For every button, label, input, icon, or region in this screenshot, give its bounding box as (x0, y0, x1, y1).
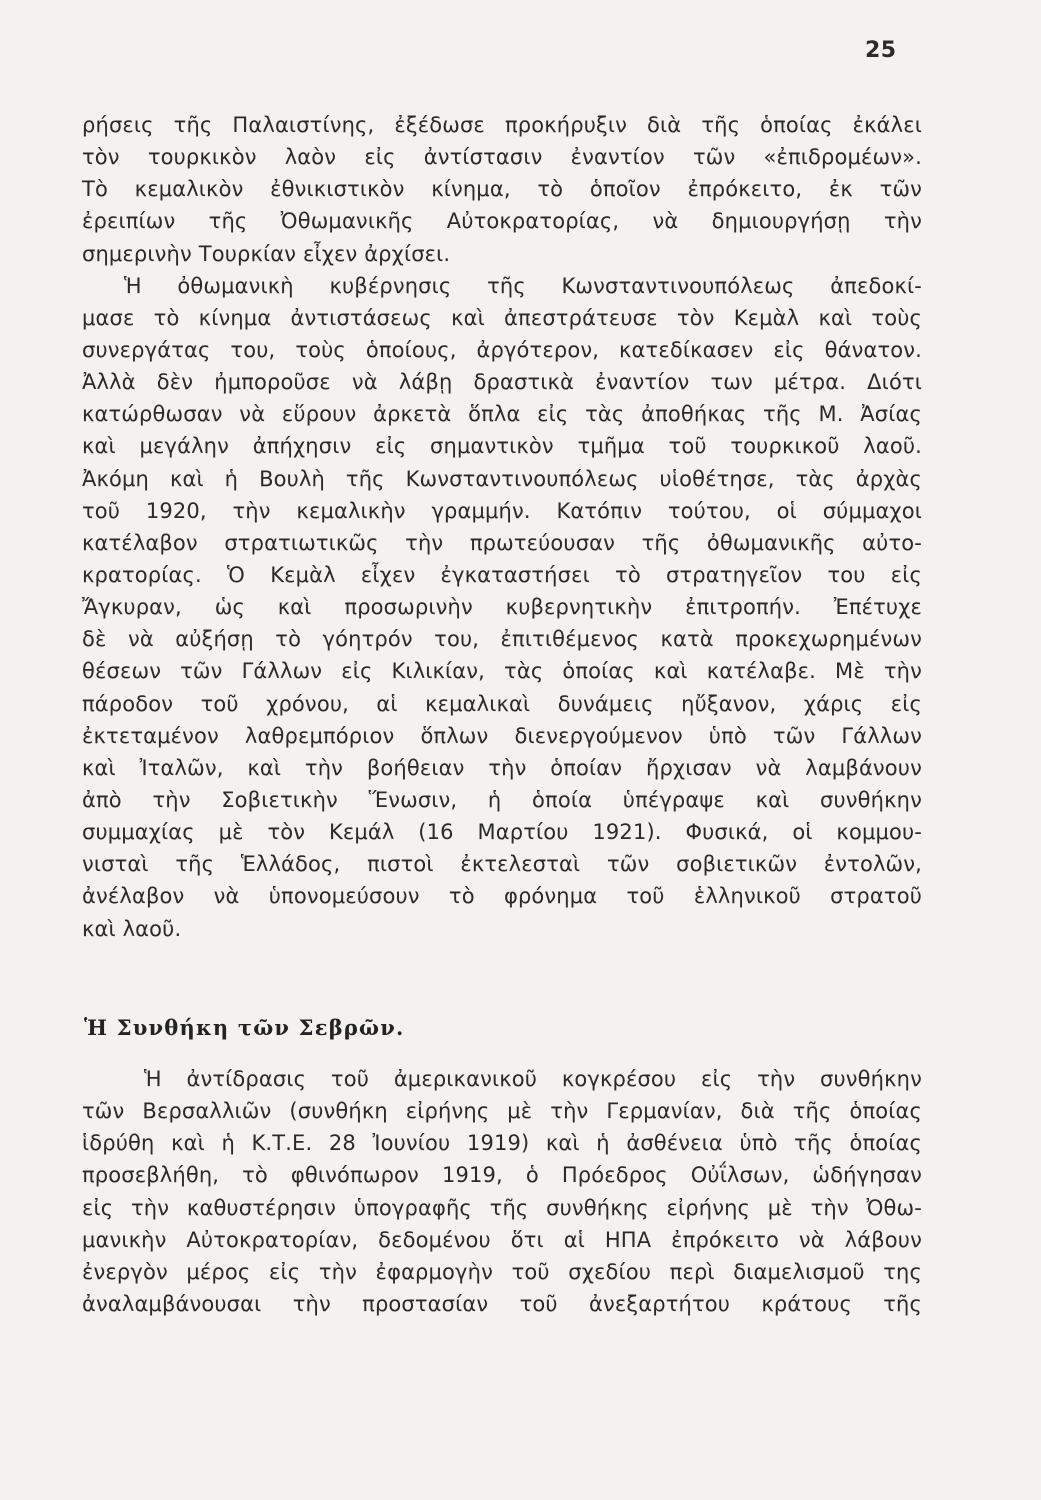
text-line: ἐκτεταμένον λαθρεμπόριον ὅπλων διενεργούμενον ὑπὸ τῶν Γάλλων (82, 723, 922, 748)
text-line: κατώρθωσαν νὰ εὕρουν ἀρκετὰ ὅπλα εἰς τὰς ἀποθήκας τῆς Μ. Ἀσίας (82, 402, 922, 427)
text-line: ἐρειπίων τῆς Ὀθωμανικῆς Αὐτοκρατορίας, νὰ δημιουργήσῃ τὴν (82, 209, 922, 234)
text-line: Τὸ κεμαλικὸν ἐθνικιστικὸν κίνημα, τὸ ὁποῖον ἐπρόκειτο, ἐκ τῶν (82, 177, 922, 202)
text-line: κρατορίας. Ὁ Κεμὰλ εἶχεν ἐγκαταστήσει τὸ στρατηγεῖον του εἰς (82, 562, 922, 587)
text-line: τὸν τουρκικὸν λαὸν εἰς ἀντίστασιν ἐναντίον τῶν «ἐπιδρομέων». (82, 145, 922, 170)
text-line: θέσεων τῶν Γάλλων εἰς Κιλικίαν, τὰς ὁποίας καὶ κατέλαβε. Μὲ τὴν (82, 659, 922, 684)
text-line: ἀπὸ τὴν Σοβιετικὴν Ἕνωσιν, ἡ ὁποία ὑπέγραψε καὶ συνθήκην (82, 787, 922, 812)
paragraph-2 (82, 1063, 922, 1320)
page-number: 25 (865, 38, 897, 63)
text-line: δὲ νὰ αὐξήσῃ τὸ γόητρόν του, ἐπιτιθέμενος κατὰ προκεχωρημένων (82, 627, 922, 652)
text-line: καὶ Ἰταλῶν, καὶ τὴν βοήθειαν τὴν ὁποίαν ἤρχισαν νὰ λαμβάνουν (82, 755, 922, 780)
text-line: ἱδρύθη καὶ ἡ Κ.Τ.Ε. 28 Ἰουνίου 1919) καὶ ἡ ἀσθένεια ὑπὸ τῆς ὁποίας (82, 1131, 922, 1156)
text-line: τοῦ 1920, τὴν κεμαλικὴν γραμμήν. Κατόπιν τούτου, οἱ σύμμαχοι (82, 498, 922, 523)
text-line: ρήσεις τῆς Παλαιστίνης, ἐξέδωσε προκήρυξιν διὰ τῆς ὁποίας ἐκάλει (82, 113, 922, 137)
text-line: Ἡ ἀντίδρασις τοῦ ἀμερικανικοῦ κογκρέσου εἰς τὴν συνθήκην (144, 1067, 922, 1091)
text-line: τῶν Βερσαλλιῶν (συνθήκη εἰρήνης μὲ τὴν Γερμανίαν, διὰ τῆς ὁποίας (82, 1099, 922, 1124)
text-line: Ἀλλὰ δὲν ἠμποροῦσε νὰ λάβῃ δραστικὰ ἐναντίον των μέτρα. Διότι (82, 370, 922, 395)
text-line: Ἀκόμη καὶ ἡ Βουλὴ τῆς Κωνσταντινουπόλεως υἱοθέτησε, τὰς ἀρχὰς (82, 466, 922, 491)
text-line: πάροδον τοῦ χρόνου, αἱ κεμαλικαὶ δυνάμεις ηὔξανον, χάρις εἰς (82, 691, 922, 716)
text-line: σημερινὴν Τουρκίαν εἶχεν ἀρχίσει. (82, 241, 451, 266)
text-line: καὶ μεγάλην ἀπήχησιν εἰς σημαντικὸν τμῆμα τοῦ τουρκικοῦ λαοῦ. (82, 434, 922, 459)
paragraph-1 (82, 109, 922, 945)
section-heading: Ἡ Συνθήκη τῶν Σεβρῶν. (84, 1015, 405, 1040)
text-line: ἐνεργὸν μέρος εἰς τὴν ἐφαρμογὴν τοῦ σχεδίου περὶ διαμελισμοῦ της (82, 1259, 922, 1284)
text-line: νισταὶ τῆς Ἑλλάδος, πιστοὶ ἐκτελεσταὶ τῶν σοβιετικῶν ἐντολῶν, (82, 852, 922, 877)
text-line: προσεβλήθη, τὸ φθινόπωρον 1919, ὁ Πρόεδρος Οὐΐλσων, ὡδήγησαν (82, 1163, 922, 1188)
text-line: Ἡ ὀθωμανικὴ κυβέρνησις τῆς Κωνσταντινουπόλεως ἀπεδοκί- (124, 273, 922, 298)
text-line: συνεργάτας του, τοὺς ὁποίους, ἀργότερον, κατεδίκασεν εἰς θάνατον. (82, 337, 922, 362)
text-line: μανικὴν Αὐτοκρατορίαν, δεδομένου ὅτι αἱ ΗΠΑ ἐπρόκειτο νὰ λάβουν (82, 1227, 922, 1252)
text-line: κατέλαβον στρατιωτικῶς τὴν πρωτεύουσαν τῆς ὀθωμανικῆς αὐτο- (82, 530, 922, 555)
text-line: Ἄγκυραν, ὡς καὶ προσωρινὴν κυβερνητικὴν ἐπιτροπήν. Ἐπέτυχε (82, 595, 922, 620)
text-line: ἀνέλαβον νὰ ὑπονομεύσουν τὸ φρόνημα τοῦ ἑλληνικοῦ στρατοῦ (82, 884, 922, 909)
text-line: μασε τὸ κίνημα ἀντιστάσεως καὶ ἀπεστράτευσε τὸν Κεμὰλ καὶ τοὺς (82, 305, 922, 330)
text-line: συμμαχίας μὲ τὸν Κεμάλ (16 Μαρτίου 1921). Φυσικά, οἱ κομμου- (82, 820, 922, 845)
text-line: καὶ λαοῦ. (82, 916, 182, 941)
text-line: εἰς τὴν καθυστέρησιν ὑπογραφῆς τῆς συνθήκης εἰρήνης μὲ τὴν Ὀθω- (82, 1195, 922, 1220)
text-line: ἀναλαμβάνουσαι τὴν προστασίαν τοῦ ἀνεξαρτήτου κράτους τῆς (82, 1291, 922, 1316)
